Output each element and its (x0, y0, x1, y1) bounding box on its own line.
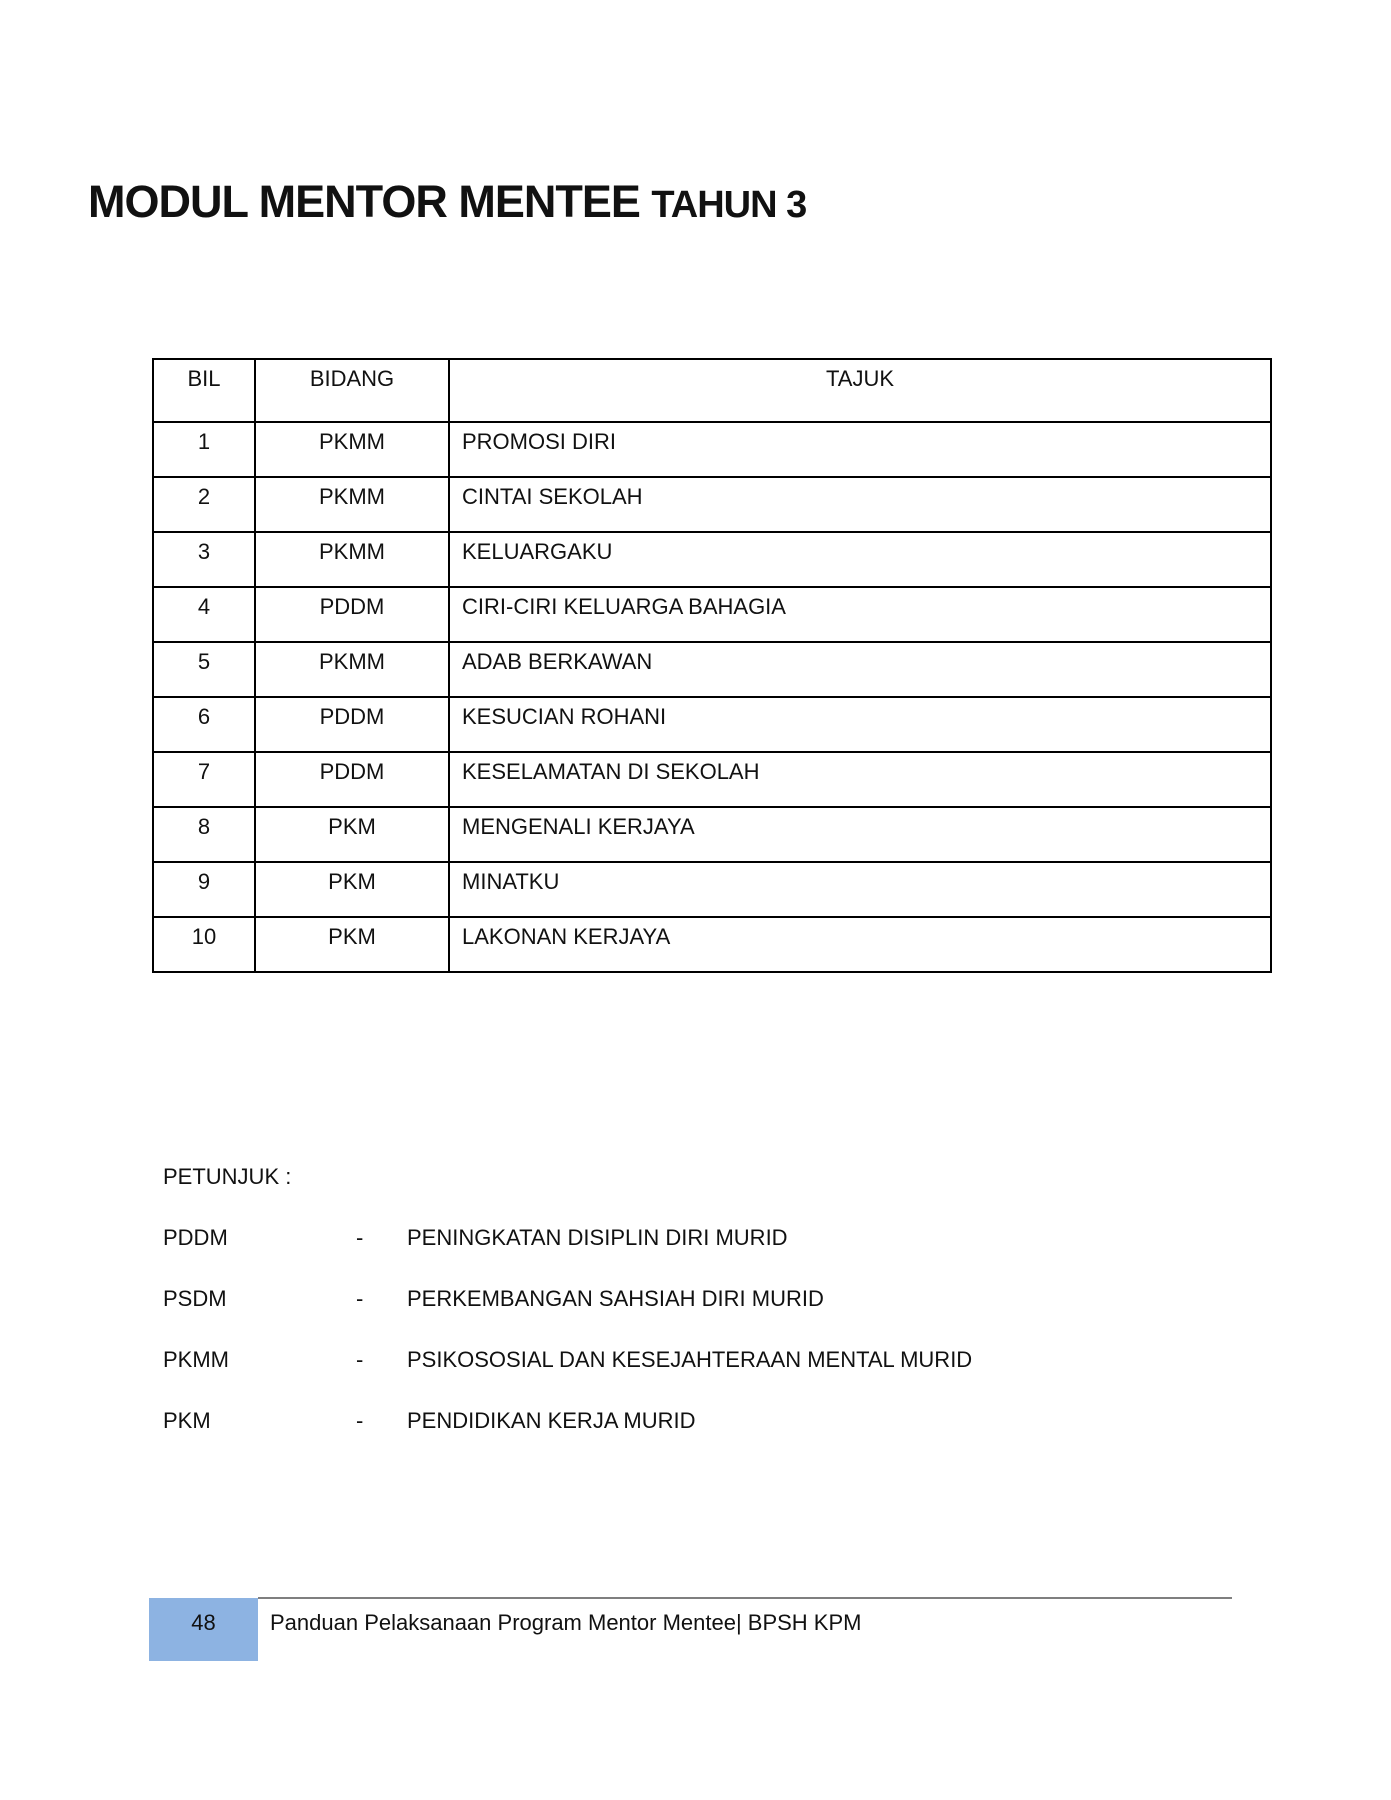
cell-tajuk: KELUARGAKU (449, 532, 1271, 587)
cell-bidang: PDDM (255, 587, 449, 642)
legend-full: PENINGKATAN DISIPLIN DIRI MURID (407, 1225, 788, 1250)
legend-dash: - (356, 1225, 364, 1250)
cell-bil: 7 (153, 752, 255, 807)
header-bil: BIL (153, 359, 255, 422)
cell-bil: 10 (153, 917, 255, 972)
table-row (153, 697, 1271, 752)
table-row (153, 917, 1271, 972)
cell-bil: 8 (153, 807, 255, 862)
cell-bidang: PKMM (255, 642, 449, 697)
cell-tajuk: PROMOSI DIRI (449, 422, 1271, 477)
table-row (153, 752, 1271, 807)
module-table (152, 358, 1272, 973)
cell-bidang: PKM (255, 862, 449, 917)
table-header-row (153, 359, 1271, 422)
cell-bil: 2 (153, 477, 255, 532)
legend-dash: - (356, 1408, 364, 1433)
cell-bidang: PKMM (255, 477, 449, 532)
cell-bil: 6 (153, 697, 255, 752)
cell-bil: 9 (153, 862, 255, 917)
title-main: MODUL MENTOR MENTEE (88, 176, 640, 227)
header-tajuk: TAJUK (449, 359, 1271, 422)
legend-abbr: PKMM (163, 1347, 229, 1372)
cell-bil: 1 (153, 422, 255, 477)
cell-bidang: PDDM (255, 752, 449, 807)
table-row (153, 422, 1271, 477)
legend-dash: - (356, 1347, 364, 1372)
legend-full: PSIKOSOSIAL DAN KESEJAHTERAAN MENTAL MURID (407, 1347, 973, 1372)
footer-text: Panduan Pelaksanaan Program Mentor Mentee| BPSH KPM (270, 1610, 862, 1635)
footer-page-number: 48 (191, 1610, 216, 1635)
legend-full: PENDIDIKAN KERJA MURID (407, 1408, 696, 1433)
cell-bidang: PDDM (255, 697, 449, 752)
legend-full: PERKEMBANGAN SAHSIAH DIRI MURID (407, 1286, 824, 1311)
table-row (153, 477, 1271, 532)
cell-bidang: PKMM (255, 532, 449, 587)
cell-bil: 3 (153, 532, 255, 587)
cell-tajuk: ADAB BERKAWAN (449, 642, 1271, 697)
cell-tajuk: KESELAMATAN DI SEKOLAH (449, 752, 1271, 807)
cell-tajuk: CIRI-CIRI KELUARGA BAHAGIA (449, 587, 1271, 642)
cell-bidang: PKM (255, 807, 449, 862)
cell-bidang: PKMM (255, 422, 449, 477)
footer-divider (258, 1597, 1232, 1599)
legend-abbr: PDDM (163, 1225, 228, 1250)
table-row (153, 532, 1271, 587)
page-title (88, 176, 806, 228)
legend-abbr: PSDM (163, 1286, 227, 1311)
title-suffix: TAHUN 3 (651, 184, 807, 226)
cell-bil: 5 (153, 642, 255, 697)
cell-tajuk: LAKONAN KERJAYA (449, 917, 1271, 972)
table-row (153, 587, 1271, 642)
legend-abbr: PKM (163, 1408, 211, 1433)
cell-tajuk: MENGENALI KERJAYA (449, 807, 1271, 862)
cell-bil: 4 (153, 587, 255, 642)
header-bidang: BIDANG (255, 359, 449, 422)
legend-dash: - (356, 1286, 364, 1311)
cell-tajuk: CINTAI SEKOLAH (449, 477, 1271, 532)
cell-bidang: PKM (255, 917, 449, 972)
table-row (153, 862, 1271, 917)
cell-tajuk: MINATKU (449, 862, 1271, 917)
table-row (153, 642, 1271, 697)
legend-heading: PETUNJUK : (163, 1164, 292, 1189)
cell-tajuk: KESUCIAN ROHANI (449, 697, 1271, 752)
table-row (153, 807, 1271, 862)
